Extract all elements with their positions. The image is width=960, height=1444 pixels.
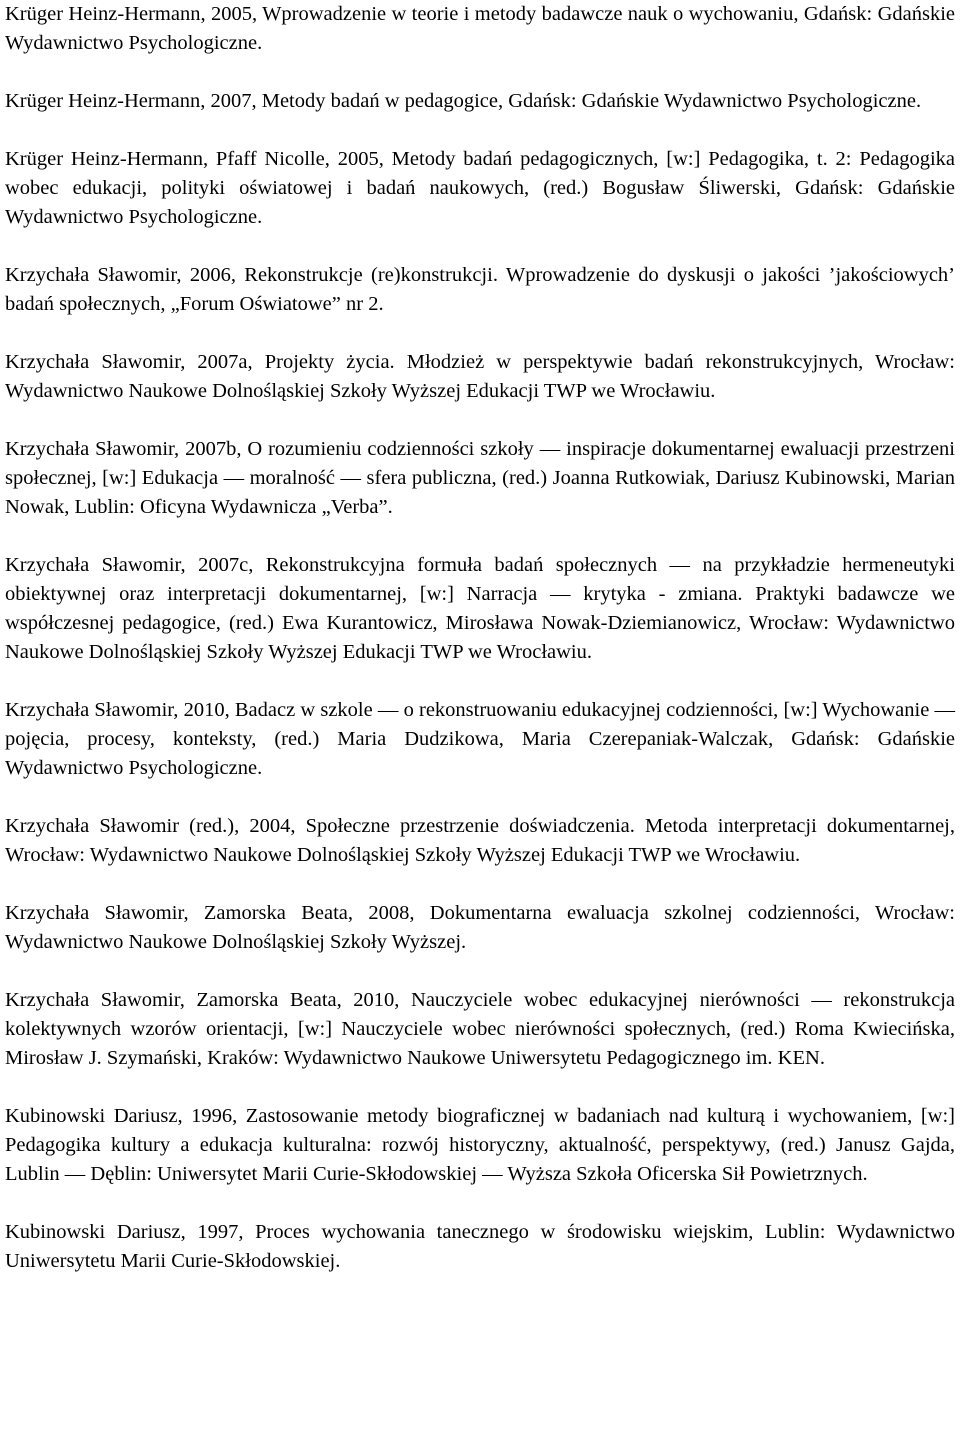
reference-entry: Krzychała Sławomir, 2007a, Projekty życia. Młodzież w perspektywie badań rekonstrukcyjnych, Wrocław: Wydawnictwo Naukowe Dolnośląskiej Szkoły Wyższej Edukacji TWP we Wrocławiu.	[5, 351, 955, 402]
bibliography-page	[5, 0, 955, 1305]
reference-entry: Kubinowski Dariusz, 1997, Proces wychowania tanecznego w środowisku wiejskim, Lublin: Wydawnictwo Uniwersytetu Marii Curie-Skłodowskiej.	[5, 1221, 955, 1272]
reference-entry: Krüger Heinz-Hermann, 2005, Wprowadzenie w teorie i metody badawcze nauk o wychowaniu, Gdańsk: Gdańskie Wydawnictwo Psychologiczne.	[5, 3, 955, 54]
reference-entry: Krzychała Sławomir (red.), 2004, Społeczne przestrzenie doświadczenia. Metoda interpretacji dokumentarnej, Wrocław: Wydawnictwo Naukowe Dolnośląskiej Szkoły Wyższej Edukacji TWP we Wrocławiu.	[5, 815, 955, 866]
reference-entry: Krzychała Sławomir, Zamorska Beata, 2008, Dokumentarna ewaluacja szkolnej codzienności, Wrocław: Wydawnictwo Naukowe Dolnośląskiej Szkoły Wyższej.	[5, 902, 955, 953]
reference-entry: Krzychała Sławomir, Zamorska Beata, 2010, Nauczyciele wobec edukacyjnej nierówności — rekonstrukcja kolektywnych wzorów orientacji, [w:] Nauczyciele wobec nierówności społecznych, (red.) Roma Kwiecińska, Mirosław J. Szymański, Kraków: Wydawnictwo Naukowe Uniwersytetu Pedagogicznego im. KEN.	[5, 989, 955, 1069]
reference-entry: Krüger Heinz-Hermann, Pfaff Nicolle, 2005, Metody badań pedagogicznych, [w:] Pedagogika, t. 2: Pedagogika wobec edukacji, polityki oświatowej i badań naukowych, (red.) Bogusław Śliwerski, Gdańsk: Gdańskie Wydawnictwo Psychologiczne.	[5, 148, 955, 228]
reference-entry: Krzychała Sławomir, 2007b, O rozumieniu codzienności szkoły — inspiracje dokumentarnej ewaluacji przestrzeni społecznej, [w:] Edukacja — moralność — sfera publiczna, (red.) Joanna Rutkowiak, Dariusz Kubinowski, Marian Nowak, Lublin: Oficyna Wydawnicza „Verba”.	[5, 438, 955, 518]
reference-entry: Krzychała Sławomir, 2010, Badacz w szkole — o rekonstruowaniu edukacyjnej codzienności, [w:] Wychowanie — pojęcia, procesy, konteksty, (red.) Maria Dudzikowa, Maria Czerepaniak-Walczak, Gdańsk: Gdańskie Wydawnictwo Psychologiczne.	[5, 699, 955, 779]
reference-entry: Krzychała Sławomir, 2006, Rekonstrukcje (re)konstrukcji. Wprowadzenie do dyskusji o jakości ’jakościowych’ badań społecznych, „Forum Oświatowe” nr 2.	[5, 264, 955, 315]
reference-entry: Krzychała Sławomir, 2007c, Rekonstrukcyjna formuła badań społecznych — na przykładzie hermeneutyki obiektywnej oraz interpretacji dokumentarnej, [w:] Narracja — krytyka - zmiana. Praktyki badawcze we współczesnej pedagogice, (red.) Ewa Kurantowicz, Mirosława Nowak-Dziemianowicz, Wrocław: Wydawnictwo Naukowe Dolnośląskiej Szkoły Wyższej Edukacji TWP we Wrocławiu.	[5, 554, 955, 663]
reference-entry: Kubinowski Dariusz, 1996, Zastosowanie metody biograficznej w badaniach nad kulturą i wychowaniem, [w:] Pedagogika kultury a edukacja kulturalna: rozwój historyczny, aktualność, perspektywy, (red.) Janusz Gajda, Lublin — Dęblin: Uniwersytet Marii Curie-Skłodowskiej — Wyższa Szkoła Oficerska Sił Powietrznych.	[5, 1105, 955, 1185]
reference-entry: Krüger Heinz-Hermann, 2007, Metody badań w pedagogice, Gdańsk: Gdańskie Wydawnictwo Psychologiczne.	[5, 90, 922, 112]
